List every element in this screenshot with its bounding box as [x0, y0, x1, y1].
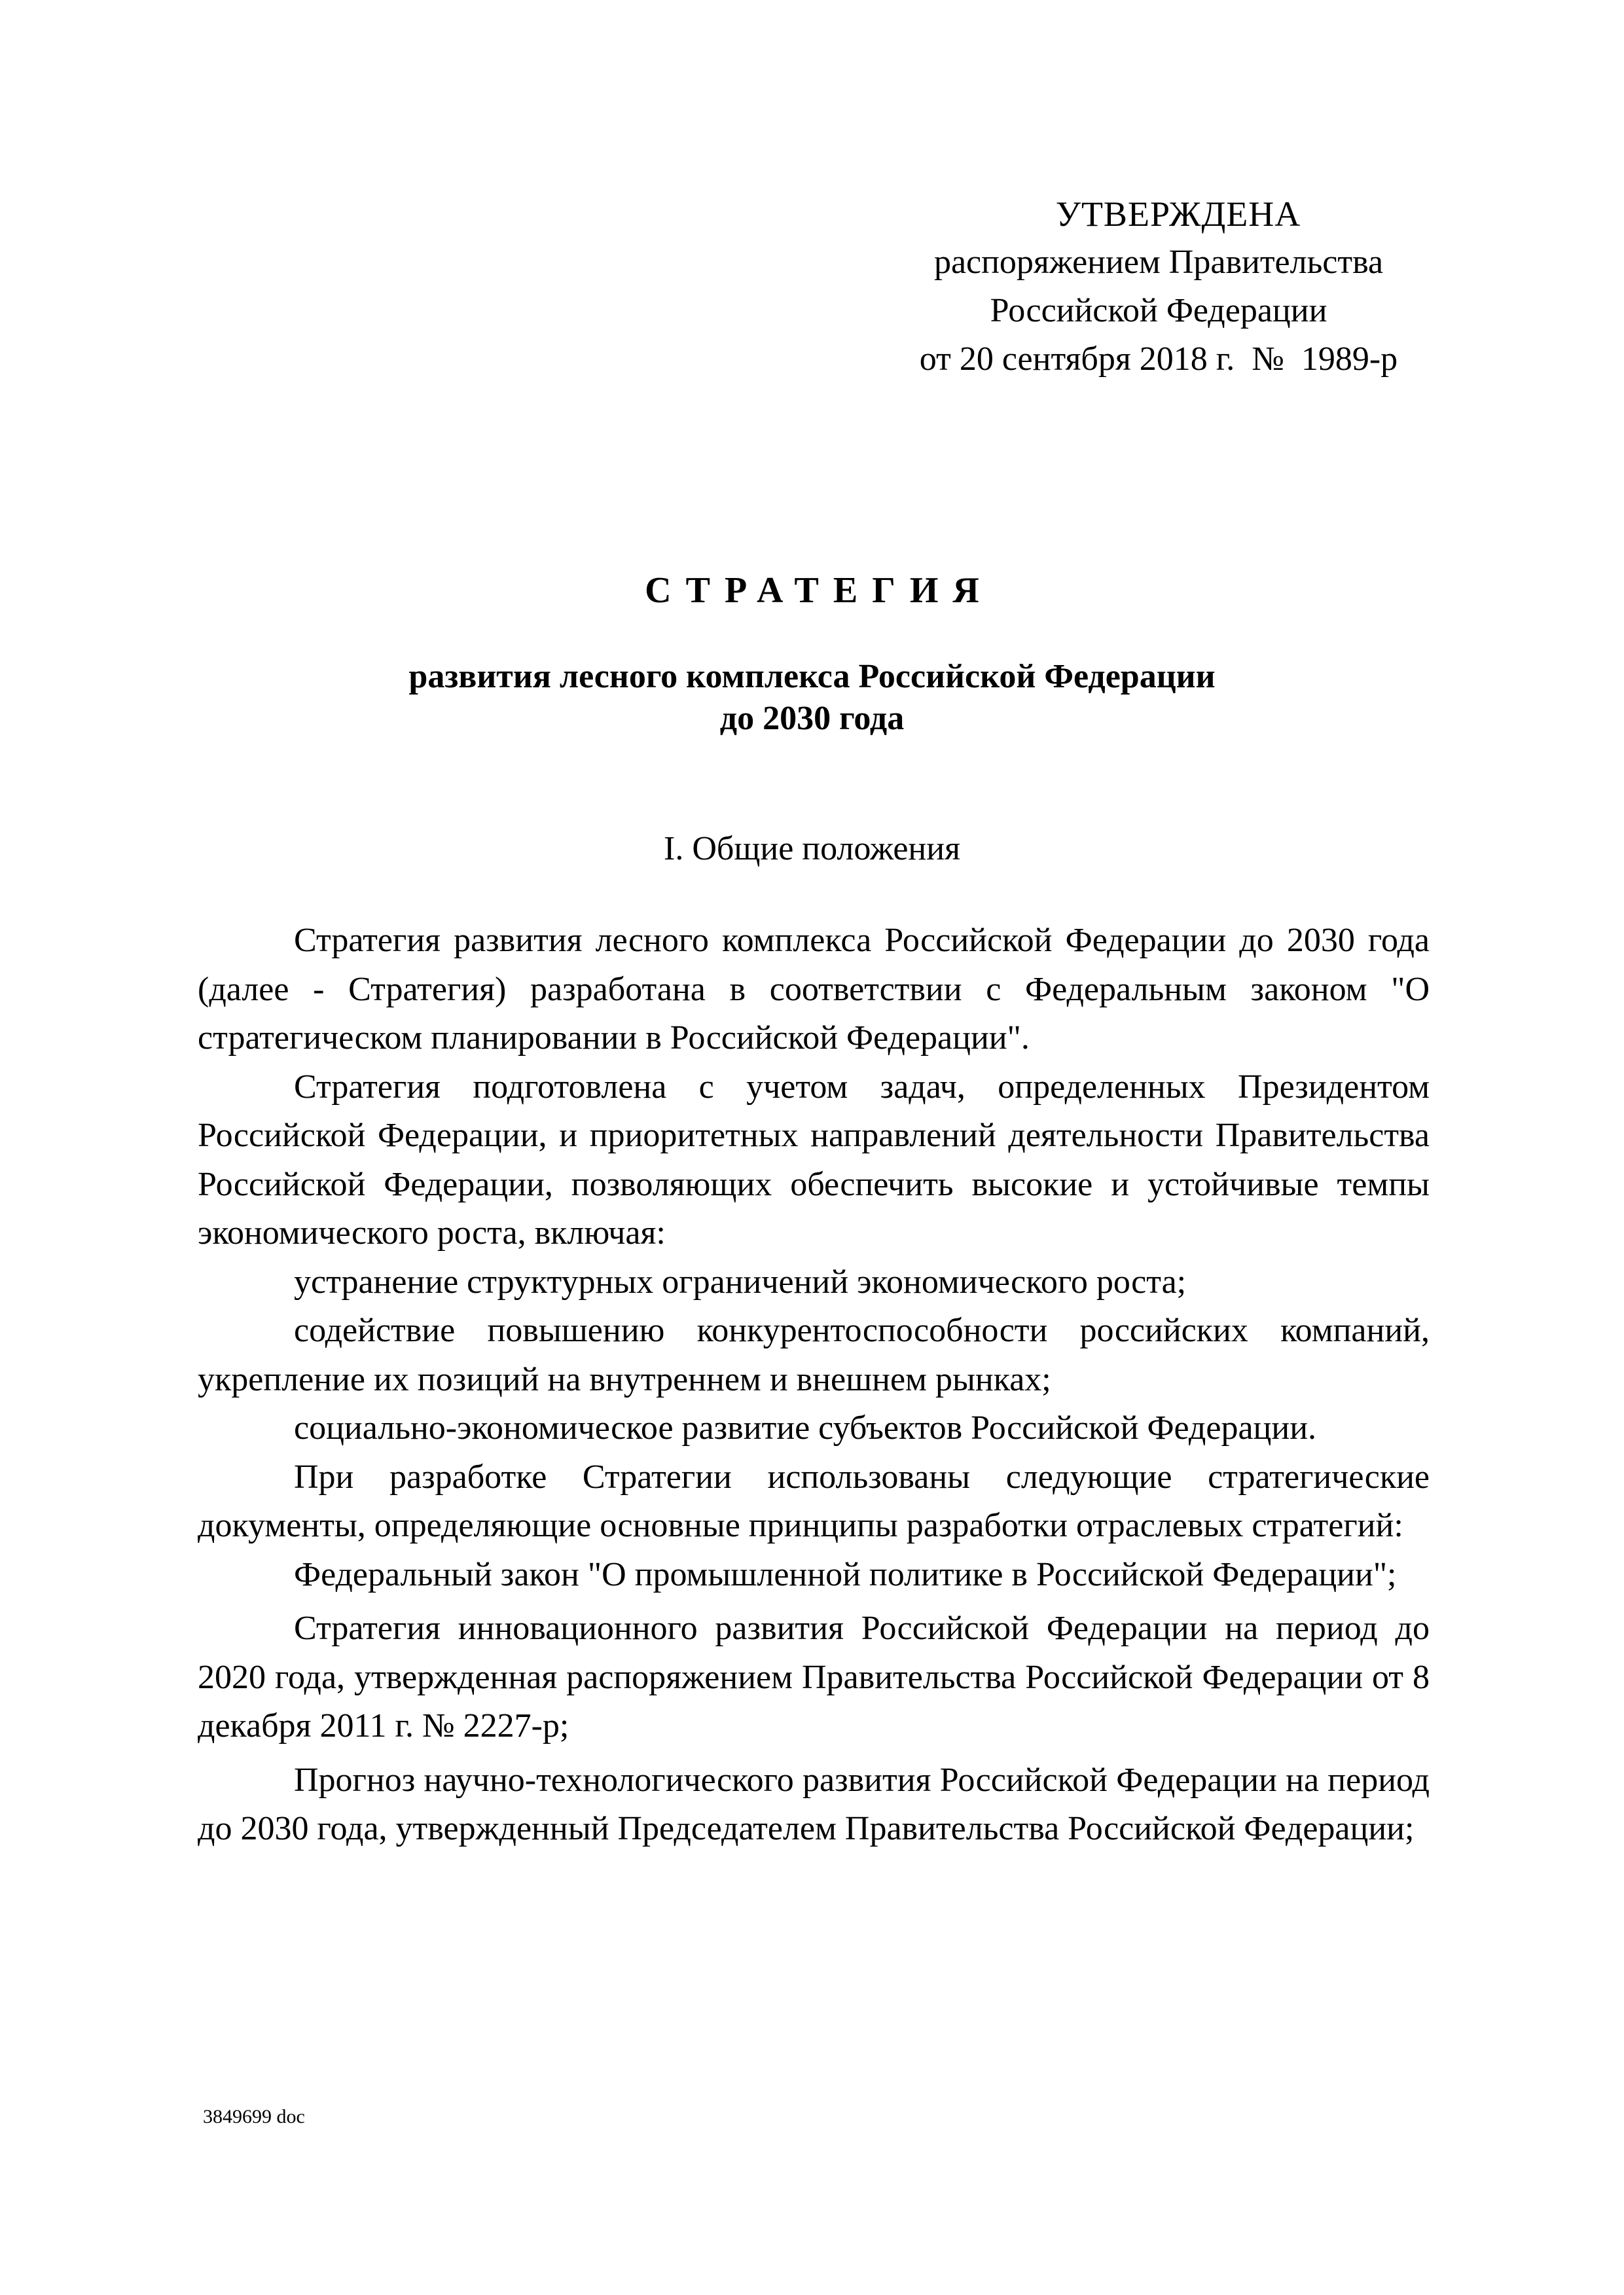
paragraph: содействие повышению конкурентоспособности российских компаний, укрепление их позиций на внутреннем и внешнем рынках;	[198, 1312, 1430, 1398]
paragraph: Стратегия развития лесного комплекса Российской Федерации до 2030 года (далее - Стратегия) разработана в соответствии с Федеральным законом "О стратегическом планировании в Российской Федерации".	[198, 922, 1430, 1057]
paragraph: Федеральный закон "О промышленной политике в Российской Федерации";	[294, 1555, 1397, 1593]
paragraph: Стратегия инновационного развития Российской Федерации на период до 2020 года, утвержденная распоряжением Правительства Российской Федерации от 8 декабря 2011 г. № 2227-р;	[198, 1610, 1430, 1744]
approval-heading: УТВЕРЖДЕНА	[1055, 194, 1301, 234]
paragraph: социально-экономическое развитие субъектов Российской Федерации.	[294, 1409, 1317, 1447]
paragraph: Прогноз научно-технологического развития Российской Федерации на период до 2030 года, утвержденный Председателем Правительства Российской Федерации;	[198, 1761, 1430, 1847]
title-subtitle-line-1: развития лесного комплекса Российской Федерации	[408, 658, 1216, 695]
paragraph: Стратегия подготовлена с учетом задач, определенных Президентом Российской Федерации, и приоритетных направлений деятельности Правительства Российской Федерации, позволяющих обеспечить высокие и устойчивые темпы экономического роста, включая:	[198, 1068, 1430, 1252]
title-subtitle	[0, 656, 1624, 740]
title-main: СТРАТЕГИЯ	[645, 570, 994, 611]
title-subtitle-line-2: до 2030 года	[719, 700, 905, 737]
document-title	[0, 564, 1624, 740]
footer-doc-id: 3849699 doc	[203, 2106, 305, 2127]
approval-date-number: от 20 сентября 2018 г. № 1989-р	[919, 340, 1398, 378]
body-text	[198, 916, 1430, 1854]
paragraph: При разработке Стратегии использованы следующие стратегические документы, определяющие основные принципы разработки отраслевых стратегий:	[198, 1458, 1430, 1544]
approval-line-1: распоряжением Правительства	[933, 244, 1384, 281]
approval-stamp	[844, 190, 1473, 384]
section-heading: I. Общие положения	[664, 830, 960, 867]
paragraph: устранение структурных ограничений экономического роста;	[294, 1263, 1187, 1301]
approval-line-2: Российской Федерации	[990, 292, 1327, 329]
